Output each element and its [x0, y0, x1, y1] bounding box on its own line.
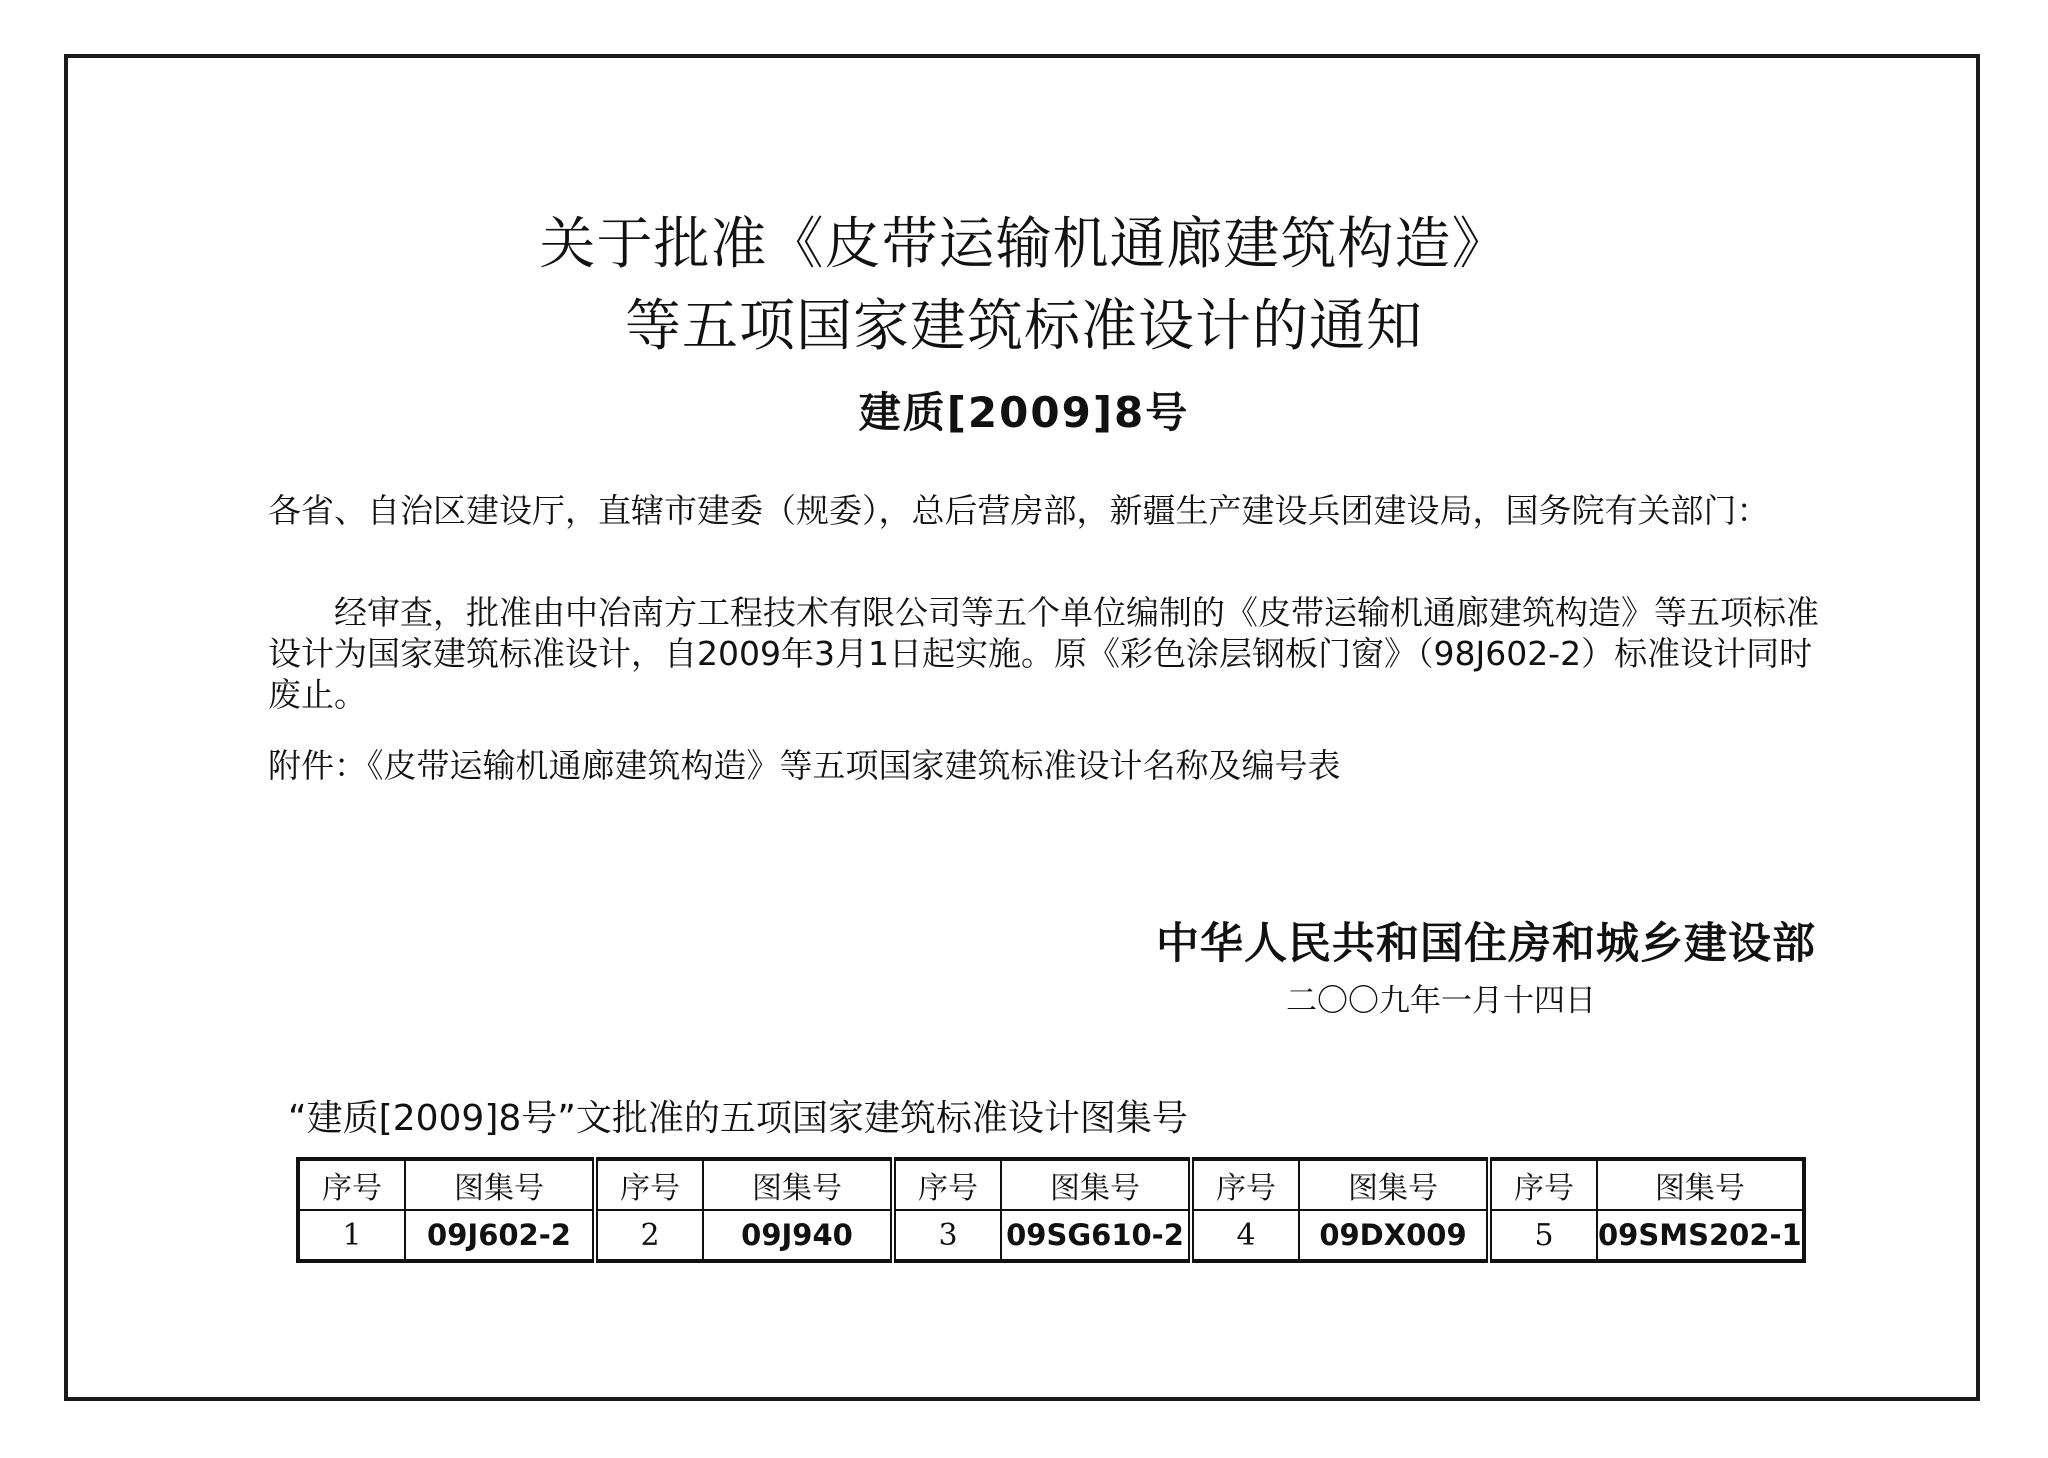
- notice-title-line-1: 关于批准《皮带运输机通廊建筑构造》: [539, 212, 1509, 277]
- seq-header: 序号: [1191, 1159, 1299, 1210]
- issue-date: 二〇〇九年一月十四日: [1286, 983, 1596, 1019]
- code-header: 图集号: [1299, 1159, 1489, 1210]
- seq-header: 序号: [298, 1159, 405, 1210]
- code-header: 图集号: [405, 1159, 595, 1210]
- table-caption: “建质[2009]8号”文批准的五项国家建筑标准设计图集号: [288, 1098, 1188, 1139]
- seq-header: 序号: [595, 1159, 703, 1210]
- atlas-code-cell: 09DX009: [1299, 1210, 1489, 1261]
- document-number: 建质[2009]8号: [858, 388, 1190, 437]
- code-header: 图集号: [703, 1159, 893, 1210]
- seq-cell: 3: [893, 1210, 1001, 1261]
- seq-cell: 5: [1489, 1210, 1597, 1261]
- atlas-number-table: [296, 1157, 1806, 1263]
- addressee-text: 各省、自治区建设厅，直辖市建委（规委），总后营房部，新疆生产建设兵团建设局，国务院有关部门：: [268, 491, 1770, 530]
- issuing-authority: 中华人民共和国住房和城乡建设部: [1156, 919, 1816, 969]
- table-row: [298, 1210, 1804, 1261]
- code-header: 图集号: [1597, 1159, 1804, 1210]
- atlas-code-cell: 09J602-2: [405, 1210, 595, 1261]
- atlas-code-cell: 09SG610-2: [1001, 1210, 1191, 1261]
- atlas-code-cell: 09J940: [703, 1210, 893, 1261]
- notice-title-line-2: 等五项国家建筑标准设计的通知: [625, 294, 1423, 359]
- body-paragraph: [268, 592, 1828, 715]
- seq-header: 序号: [893, 1159, 1001, 1210]
- table-header-row: [298, 1159, 1804, 1210]
- attachment-line: 附件：《皮带运输机通廊建筑构造》等五项国家建筑标准设计名称及编号表: [268, 746, 1341, 785]
- body-paragraph-text: 经审查，批准由中冶南方工程技术有限公司等五个单位编制的《皮带运输机通廊建筑构造》等五项标准设计为国家建筑标准设计，自2009年3月1日起实施。原《彩色涂层钢板门窗》（98J602-2）标准设计同时废止。: [268, 593, 1819, 714]
- seq-header: 序号: [1489, 1159, 1597, 1210]
- code-header: 图集号: [1001, 1159, 1191, 1210]
- seq-cell: 1: [298, 1210, 405, 1261]
- seq-cell: 4: [1191, 1210, 1299, 1261]
- seq-cell: 2: [595, 1210, 703, 1261]
- atlas-code-cell: 09SMS202-1: [1597, 1210, 1804, 1261]
